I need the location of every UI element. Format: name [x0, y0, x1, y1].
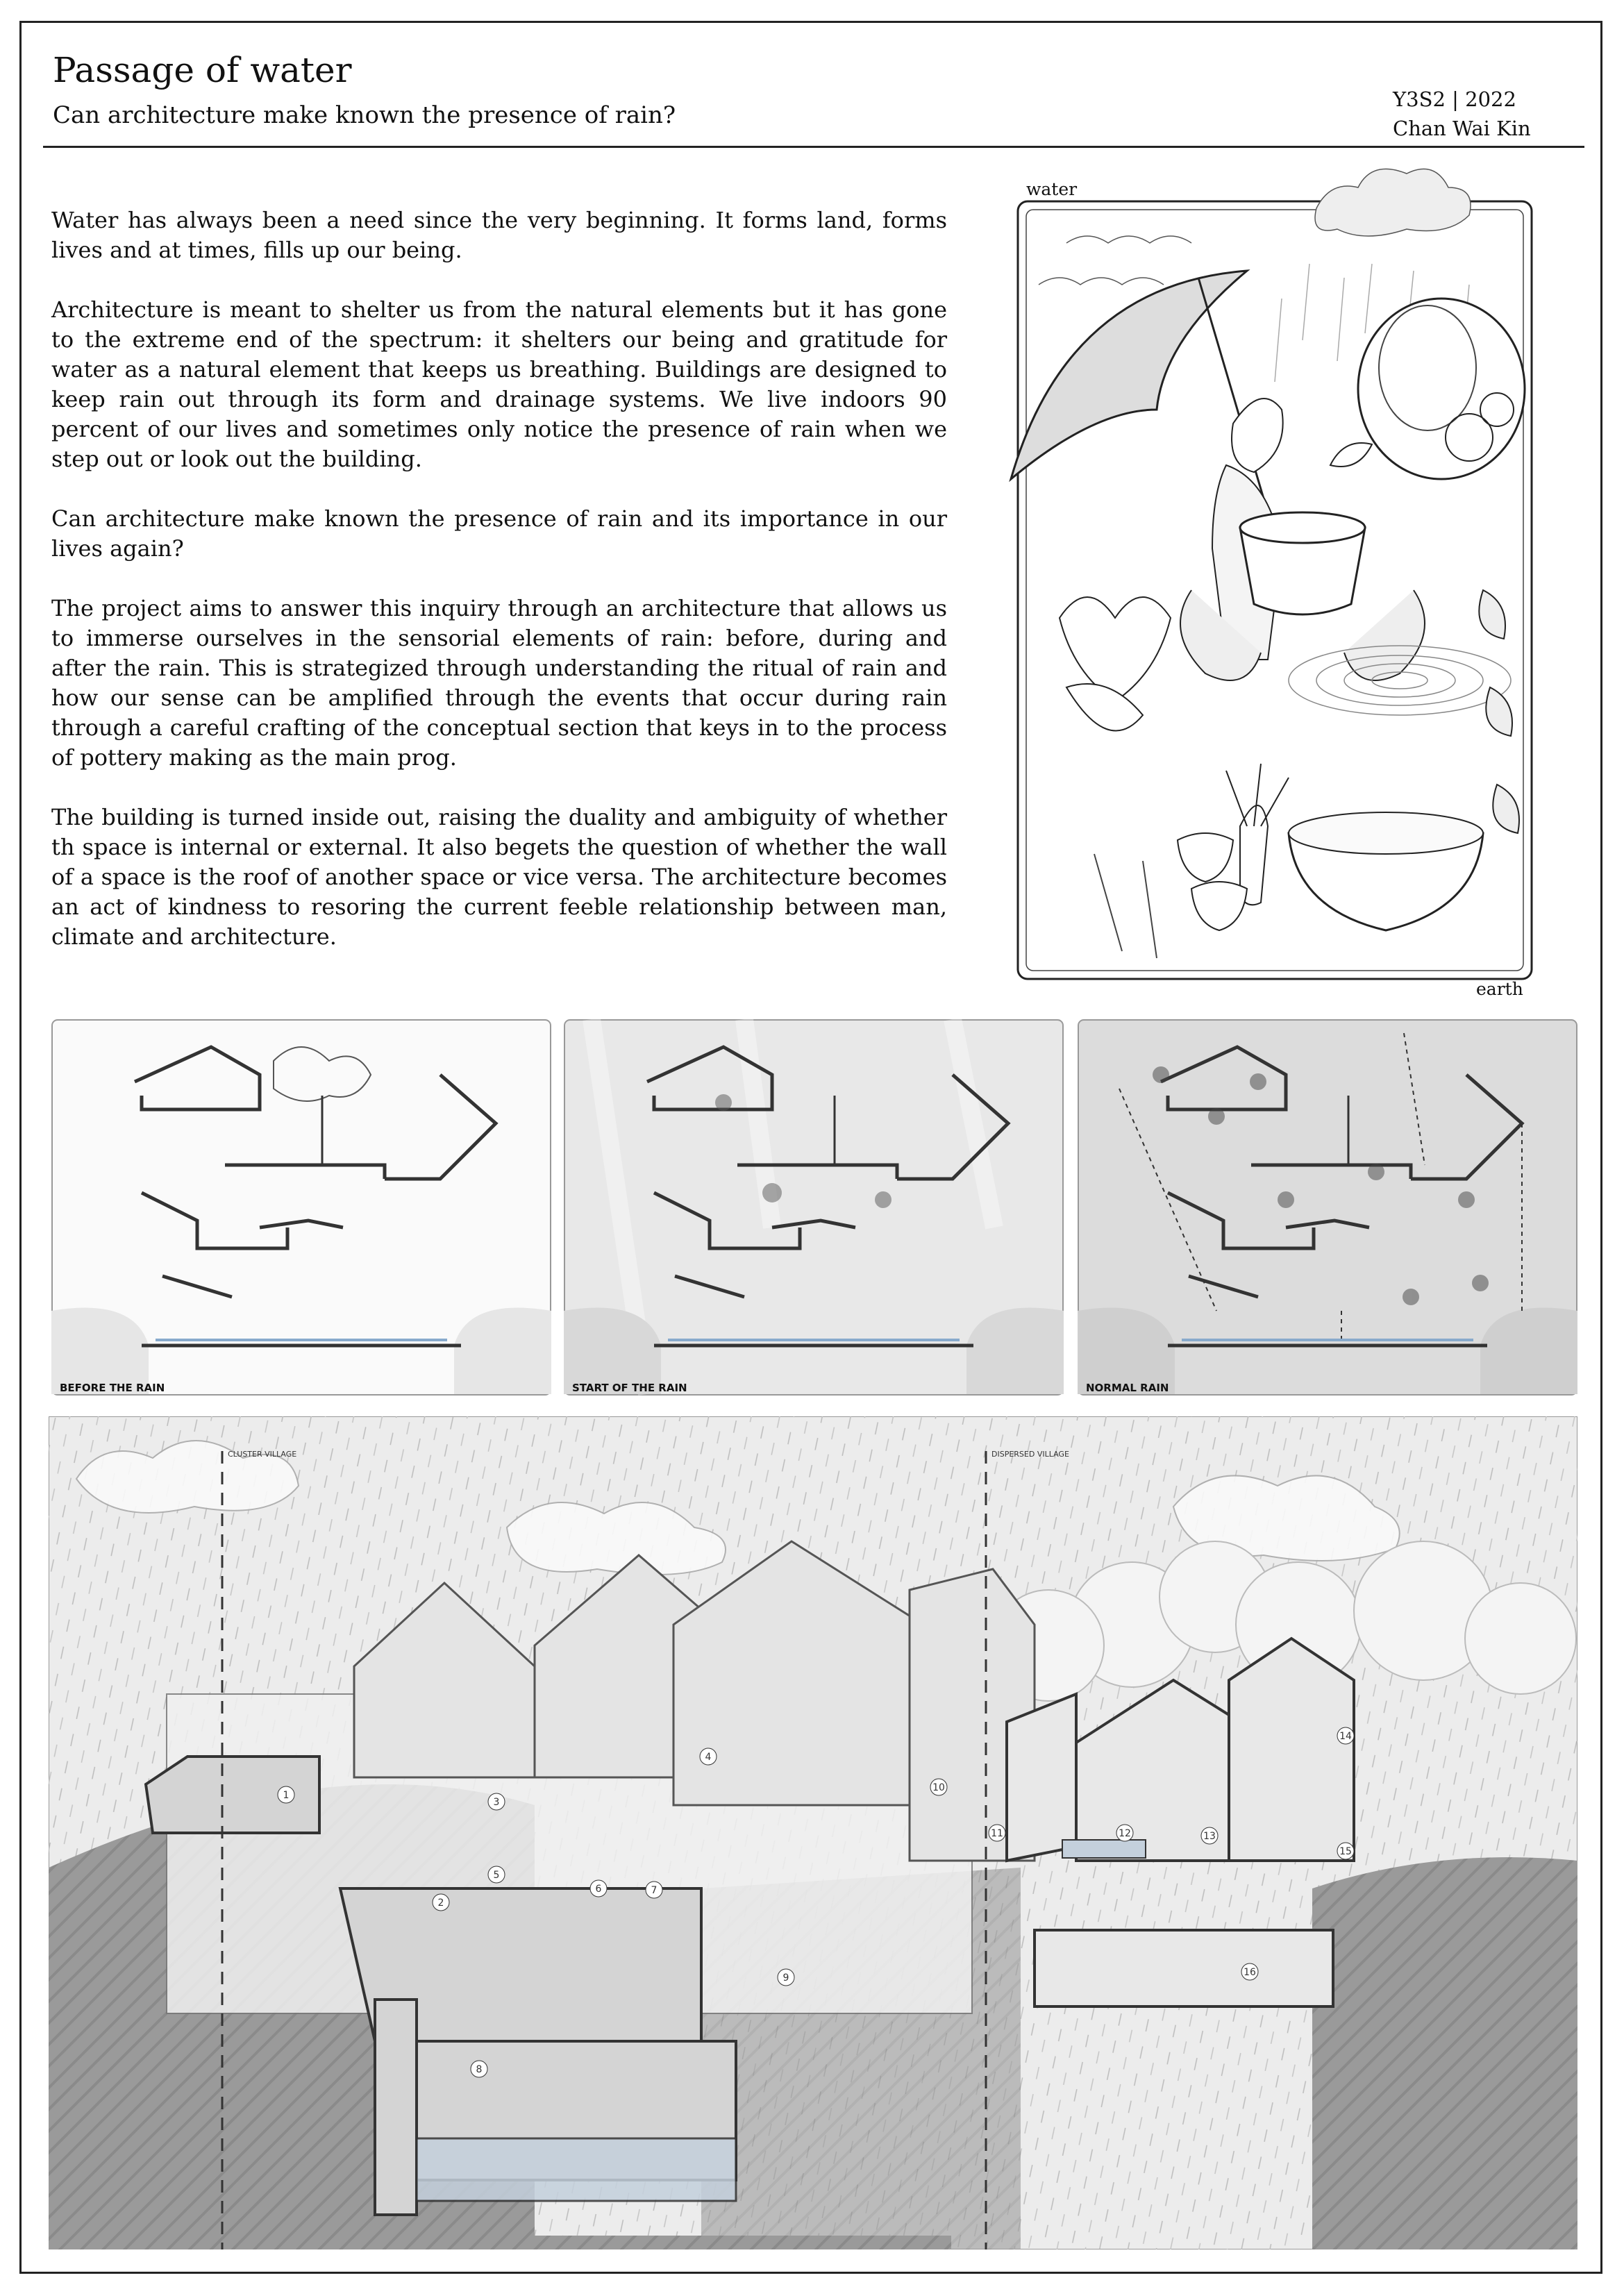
paragraph: The building is turned inside out, raising the duality and ambiguity of whether th space is internal or external. It also begets the question of whether the wall of a space is the roof of another space or vice versa. The architecture becomes an act of kindness to resoring the current feeble relationship between man, climate and architecture. [51, 804, 947, 950]
room-marker [433, 1894, 449, 1911]
room-marker [1241, 1963, 1258, 1980]
svg-text:16: 16 [1244, 1967, 1256, 1978]
village-section-drawing [49, 1416, 1577, 2249]
room-marker [646, 1882, 662, 1898]
village-label-dispersed: DISPERSED VILLAGE [991, 1450, 1069, 1459]
svg-text:2: 2 [437, 1897, 444, 1909]
room-marker [1116, 1825, 1133, 1841]
room-marker [278, 1786, 294, 1803]
illustration-label-bottom: earth [1476, 979, 1523, 999]
room-marker [590, 1880, 607, 1897]
panel-label: NORMAL RAIN [1086, 1382, 1169, 1394]
paragraph: Water has always been a need since the very beginning. It forms land, forms lives and at times, fills up our being. [51, 207, 947, 263]
body-text [51, 206, 947, 982]
svg-text:6: 6 [595, 1884, 602, 1895]
svg-text:12: 12 [1119, 1828, 1131, 1839]
svg-text:5: 5 [493, 1870, 500, 1881]
start-rain-section [564, 1019, 1064, 1396]
room-marker [1337, 1727, 1354, 1744]
svg-text:4: 4 [705, 1752, 712, 1763]
meta-block [1393, 85, 1531, 143]
page-title: Passage of water [53, 50, 352, 90]
svg-text:10: 10 [932, 1782, 945, 1793]
svg-text:7: 7 [651, 1885, 658, 1896]
room-marker [488, 1793, 505, 1810]
svg-text:11: 11 [991, 1828, 1003, 1839]
svg-text:9: 9 [782, 1972, 789, 1984]
panel-label: START OF THE RAIN [572, 1382, 687, 1394]
room-marker [700, 1748, 717, 1765]
before-rain-section [51, 1019, 551, 1396]
rain-pottery-illustration [983, 160, 1587, 986]
header-divider [43, 146, 1584, 148]
room-marker [1201, 1827, 1218, 1844]
room-marker [488, 1866, 505, 1883]
svg-text:15: 15 [1339, 1846, 1352, 1857]
svg-text:14: 14 [1339, 1731, 1352, 1742]
svg-text:13: 13 [1203, 1831, 1216, 1842]
room-marker [471, 2061, 487, 2077]
paragraph: Architecture is meant to shelter us from the natural elements but it has gone to the extreme end of the spectrum: it shelters our being and gratitude for water as a natural element that keeps us breathing. Buildings are designed to keep rain out through its form and drainage systems. We live indoors 90 percent of our lives and sometimes only notice the presence of rain when we step out or look out the building. [51, 296, 947, 472]
room-marker [1337, 1843, 1354, 1859]
course-info: Y3S2 | 2022 [1393, 87, 1516, 111]
paragraph: Can architecture make known the presence of rain and its importance in our lives again? [51, 505, 947, 562]
normal-rain-section [1078, 1019, 1577, 1396]
svg-text:8: 8 [476, 2064, 483, 2075]
room-marker [930, 1779, 947, 1795]
village-label-cluster: CLUSTER VILLAGE [228, 1450, 297, 1459]
panel-start-rain [564, 1019, 1064, 1396]
page-subtitle: Can architecture make known the presence of rain? [53, 101, 676, 129]
svg-text:3: 3 [493, 1797, 500, 1808]
paragraph: The project aims to answer this inquiry through an architecture that allows us to immerse ourselves in the sensorial elements of rain: before, during and after the rain. This is strategized through understanding the ritual of rain and how our sense can be amplified through the events that occur during rain through a careful crafting of the conceptual section that keys in to the process of pottery making as the main prog. [51, 595, 947, 771]
section-perspective [49, 1416, 1577, 2249]
author-name: Chan Wai Kin [1393, 117, 1531, 140]
panel-label: BEFORE THE RAIN [60, 1382, 165, 1394]
svg-text:1: 1 [283, 1790, 290, 1801]
panel-normal-rain [1078, 1019, 1577, 1396]
illustration-label-top: water [1026, 179, 1078, 199]
room-marker [778, 1969, 794, 1986]
room-marker [989, 1825, 1005, 1841]
panel-before-rain [51, 1019, 551, 1396]
